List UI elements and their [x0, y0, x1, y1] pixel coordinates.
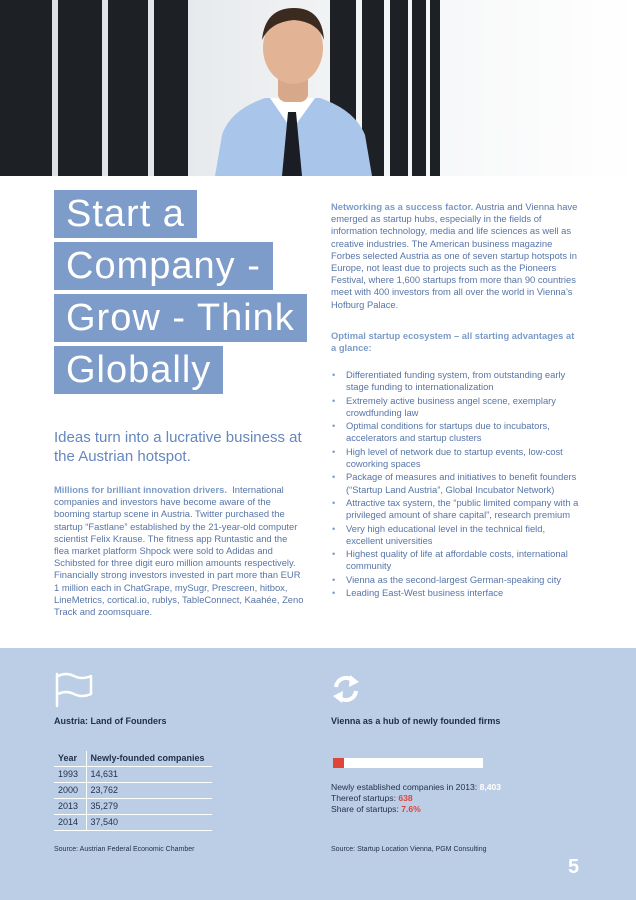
- year-cell: 2013: [54, 799, 86, 815]
- table-row: [54, 767, 212, 783]
- title-line-3: Grow - Think: [54, 294, 307, 342]
- list-item: • Package of measures and initiatives to benefit founders (“Startup Land Austria”, Global Incubator Network): [331, 471, 583, 495]
- refresh-icon: [331, 672, 361, 706]
- title-line-4: Globally: [54, 346, 223, 394]
- title-line-2: Company -: [54, 242, 273, 290]
- vienna-heading: Vienna as a hub of newly founded firms: [331, 716, 501, 726]
- startup-share-bar: [333, 758, 483, 768]
- founders-heading: Austria: Land of Founders: [54, 716, 167, 726]
- founders-table: [54, 751, 212, 831]
- stat-line-share: [331, 804, 501, 815]
- server-rack: [0, 0, 52, 176]
- list-item: • Very high educational level in the technical field, excellent universities: [331, 523, 583, 547]
- column-header-companies: Newly-founded companies: [86, 751, 212, 767]
- server-rack: [390, 0, 408, 176]
- networking-paragraph: [331, 201, 581, 311]
- year-cell: 2014: [54, 815, 86, 831]
- stat-label: Share of startups:: [331, 804, 399, 814]
- ecosystem-heading: Optimal startup ecosystem – all starting advantages at a glance:: [331, 330, 575, 354]
- server-rack: [430, 0, 440, 176]
- flag-icon: [54, 672, 94, 708]
- list-item: • Extremely active business angel scene, exemplary crowdfunding law: [331, 395, 583, 419]
- businessman-image: [210, 0, 375, 176]
- companies-cell: 23,762: [86, 783, 212, 799]
- table-header-row: [54, 751, 212, 767]
- server-rack: [412, 0, 426, 176]
- companies-cell: 35,279: [86, 799, 212, 815]
- networking-text: Austria and Vienna have emerged as startup hubs, especially in the fields of information technology, media and life sciences as well as creative industries. The American business magazine Forbes selected Austria as one of seven startup hotspots in Europe, not least due to projects such as the Pioneers Festival, where 1,600 startups from more than 90 countries meet with 400 investors from all over the world in Vienna’s Hofburg Palace.: [331, 201, 578, 310]
- year-cell: 1993: [54, 767, 86, 783]
- server-rack: [154, 0, 188, 176]
- column-header-year: Year: [54, 751, 86, 767]
- vienna-source: Source: Startup Location Vienna, PGM Consulting: [331, 846, 487, 853]
- stat-value: 8,403: [479, 782, 502, 792]
- stat-value: 7.6%: [401, 804, 421, 814]
- companies-cell: 37,540: [86, 815, 212, 831]
- subtitle: Ideas turn into a lucrative business at the Austrian hotspot.: [54, 429, 302, 465]
- list-item: • Attractive tax system, the “public limited company with a privileged amount of share capital”, research premium: [331, 497, 583, 521]
- server-rack: [58, 0, 102, 176]
- innovation-paragraph: [54, 484, 304, 618]
- stat-label: Newly established companies in 2013:: [331, 782, 478, 792]
- companies-cell: 14,631: [86, 767, 212, 783]
- list-item: • Differentiated funding system, from outstanding early stage funding to internationalization: [331, 369, 583, 393]
- innovation-lead: Millions for brilliant innovation drivers.: [54, 484, 227, 495]
- table-row: [54, 815, 212, 831]
- list-item: • Highest quality of life at affordable costs, international community: [331, 548, 583, 572]
- title-line-1: Start a: [54, 190, 197, 238]
- startup-share-fill: [333, 758, 344, 768]
- advantages-list: [331, 369, 583, 601]
- table-row: [54, 783, 212, 799]
- list-item: • Leading East-West business interface: [331, 587, 583, 599]
- page-number: 5: [568, 856, 580, 878]
- stat-value: 638: [398, 793, 413, 803]
- year-cell: 2000: [54, 783, 86, 799]
- founders-source: Source: Austrian Federal Economic Chamber: [54, 846, 195, 853]
- list-item: • High level of network due to startup events, low-cost coworking spaces: [331, 446, 583, 470]
- stat-label: Thereof startups:: [331, 793, 396, 803]
- table-row: [54, 799, 212, 815]
- networking-lead: Networking as a success factor.: [331, 201, 474, 212]
- innovation-text: International companies and investors have become aware of the booming startup scene in Austria. Twitter purchased the startup “Fastlane” established by the 21-year-old computer scientist Felix Krause. The fitness app Runtastic and the flea market platform Shpock were sold to Adidas and Schibsted for three digit euro million amounts respectively. Financially strong investors invested in part more than EUR 1 million each in ChatGrape, mySugr, Prescreen, hitbox, LineMetrics, cortical.io, rublys, TableConnect, Kaahée, Zeno Track and zoomsquare.: [54, 484, 304, 618]
- vienna-stats: [331, 782, 501, 815]
- stat-line-startups: [331, 793, 501, 804]
- list-item: • Optimal conditions for startups due to incubators, accelerators and startup clusters: [331, 420, 583, 444]
- list-item: • Vienna as the second-largest German-speaking city: [331, 574, 583, 586]
- server-rack: [108, 0, 148, 176]
- stat-line-companies: [331, 782, 501, 793]
- hero-photo: [0, 0, 636, 176]
